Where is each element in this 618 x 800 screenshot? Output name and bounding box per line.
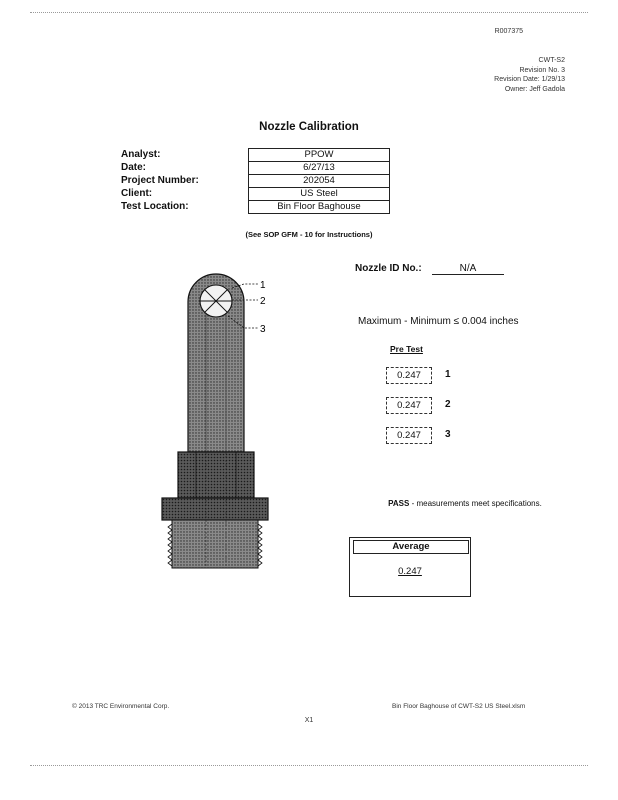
tolerance-spec: Maximum - Minimum ≤ 0.004 inches <box>358 316 519 327</box>
header-line-1: CWT-S2 <box>538 57 565 64</box>
pretest-heading: Pre Test <box>390 344 423 354</box>
header-line-4: Owner: Jeff Gadola <box>504 85 565 93</box>
diagram-label-3: 3 <box>260 324 266 335</box>
measurement-2-index: 2 <box>445 399 451 410</box>
measurement-1-value: 0.247 <box>386 367 432 384</box>
page-number: X1 <box>304 717 314 724</box>
bottom-dotted-border <box>30 765 588 766</box>
pass-status: PASS <box>388 499 410 508</box>
test-location-value: Bin Floor Baghouse <box>248 200 390 214</box>
diagram-label-2: 2 <box>260 296 266 307</box>
average-label: Average <box>353 540 469 554</box>
analyst-value: PPOW <box>248 148 390 162</box>
diagram-label-1: 1 <box>260 280 266 291</box>
measurement-2-value: 0.247 <box>386 397 432 414</box>
hex-nut <box>178 452 254 498</box>
project-number-value: 202054 <box>248 174 390 188</box>
client-value: US Steel <box>248 187 390 201</box>
project-number-label: Project Number: <box>121 175 199 186</box>
pass-detail: - measurements meet specifications. <box>409 499 542 508</box>
page-title: Nozzle Calibration <box>259 121 359 133</box>
nozzle-diagram <box>150 270 280 570</box>
analyst-label: Analyst: <box>121 149 161 160</box>
nozzle-id-value: N/A <box>432 263 504 275</box>
average-value: 0.247 <box>398 566 422 577</box>
header-block <box>494 56 565 94</box>
measurement-3-value: 0.247 <box>386 427 432 444</box>
instructions-note: (See SOP GFM - 10 for Instructions) <box>245 230 373 239</box>
top-dotted-border <box>30 12 588 13</box>
flange <box>162 498 268 520</box>
header-line-3: Revision Date: 1/29/13 <box>494 76 565 83</box>
date-label: Date: <box>121 162 147 173</box>
threaded-body <box>172 520 258 568</box>
nozzle-id-label: Nozzle ID No.: <box>355 263 422 274</box>
pass-message <box>370 498 560 509</box>
document-id: R007375 <box>494 28 523 35</box>
header-line-2: Revision No. 3 <box>519 66 565 74</box>
measurement-1-index: 1 <box>445 369 451 380</box>
measurement-3-index: 3 <box>445 429 451 440</box>
client-label: Client: <box>121 188 153 199</box>
footer-filename: Bin Floor Baghouse of CWT-S2 US Steel.xlsm <box>392 703 526 710</box>
test-location-label: Test Location: <box>121 201 189 212</box>
date-value: 6/27/13 <box>248 161 390 175</box>
footer-copyright: © 2013 TRC Environmental Corp. <box>72 703 170 710</box>
